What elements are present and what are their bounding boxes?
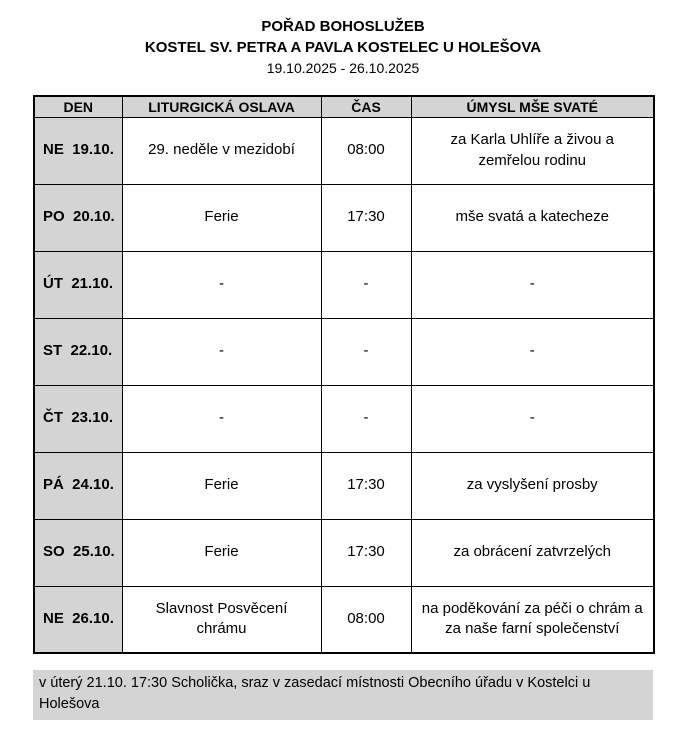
- table-row: [34, 117, 654, 184]
- intention-cell: mše svatá a katecheze: [411, 184, 654, 251]
- column-header-time: ČAS: [321, 96, 411, 117]
- table-row: [34, 452, 654, 519]
- day-cell: SO 25.10.: [34, 519, 122, 586]
- intention-cell: na poděkování za péči o chrám a za naše farní společenství: [411, 586, 654, 653]
- time-cell: 17:30: [321, 519, 411, 586]
- intention-cell: -: [411, 251, 654, 318]
- day-cell: PÁ 24.10.: [34, 452, 122, 519]
- table-row: [34, 184, 654, 251]
- schedule-table: [33, 95, 655, 654]
- time-cell: 08:00: [321, 117, 411, 184]
- document-header: [0, 16, 686, 79]
- intention-cell: za obrácení zatvrzelých: [411, 519, 654, 586]
- table-row: [34, 519, 654, 586]
- table-body: [34, 117, 654, 653]
- time-cell: 17:30: [321, 452, 411, 519]
- time-cell: -: [321, 385, 411, 452]
- celebration-cell: Ferie: [122, 452, 321, 519]
- page-title: POŘAD BOHOSLUŽEB: [261, 18, 425, 35]
- time-cell: 08:00: [321, 586, 411, 653]
- date-range: 19.10.2025 - 26.10.2025: [266, 60, 420, 76]
- time-cell: -: [321, 318, 411, 385]
- celebration-cell: -: [122, 251, 321, 318]
- table-row: [34, 318, 654, 385]
- table-row: [34, 586, 654, 653]
- day-cell: ST 22.10.: [34, 318, 122, 385]
- column-header-day: DEN: [34, 96, 122, 117]
- day-cell: ÚT 21.10.: [34, 251, 122, 318]
- day-cell: PO 20.10.: [34, 184, 122, 251]
- intention-cell: -: [411, 318, 654, 385]
- time-cell: 17:30: [321, 184, 411, 251]
- celebration-cell: -: [122, 385, 321, 452]
- table-row: [34, 385, 654, 452]
- day-cell: NE 26.10.: [34, 586, 122, 653]
- table-row: [34, 251, 654, 318]
- day-cell: NE 19.10.: [34, 117, 122, 184]
- celebration-cell: -: [122, 318, 321, 385]
- celebration-cell: Ferie: [122, 519, 321, 586]
- time-cell: -: [321, 251, 411, 318]
- celebration-cell: Ferie: [122, 184, 321, 251]
- day-cell: ČT 23.10.: [34, 385, 122, 452]
- footer-note: v úterý 21.10. 17:30 Scholička, sraz v zasedací místnosti Obecního úřadu v Kostelci u Holešova: [33, 670, 653, 720]
- column-header-celebration: LITURGICKÁ OSLAVA: [122, 96, 321, 117]
- column-header-intention: ÚMYSL MŠE SVATÉ: [411, 96, 654, 117]
- intention-cell: -: [411, 385, 654, 452]
- intention-cell: za Karla Uhlíře a živou a zemřelou rodinu: [411, 117, 654, 184]
- table-header: [34, 96, 654, 117]
- celebration-cell: Slavnost Posvěcení chrámu: [122, 586, 321, 653]
- page-subtitle: KOSTEL SV. PETRA A PAVLA KOSTELEC U HOLEŠOVA: [144, 39, 542, 56]
- celebration-cell: 29. neděle v mezidobí: [122, 117, 321, 184]
- header-row: [34, 96, 654, 117]
- intention-cell: za vyslyšení prosby: [411, 452, 654, 519]
